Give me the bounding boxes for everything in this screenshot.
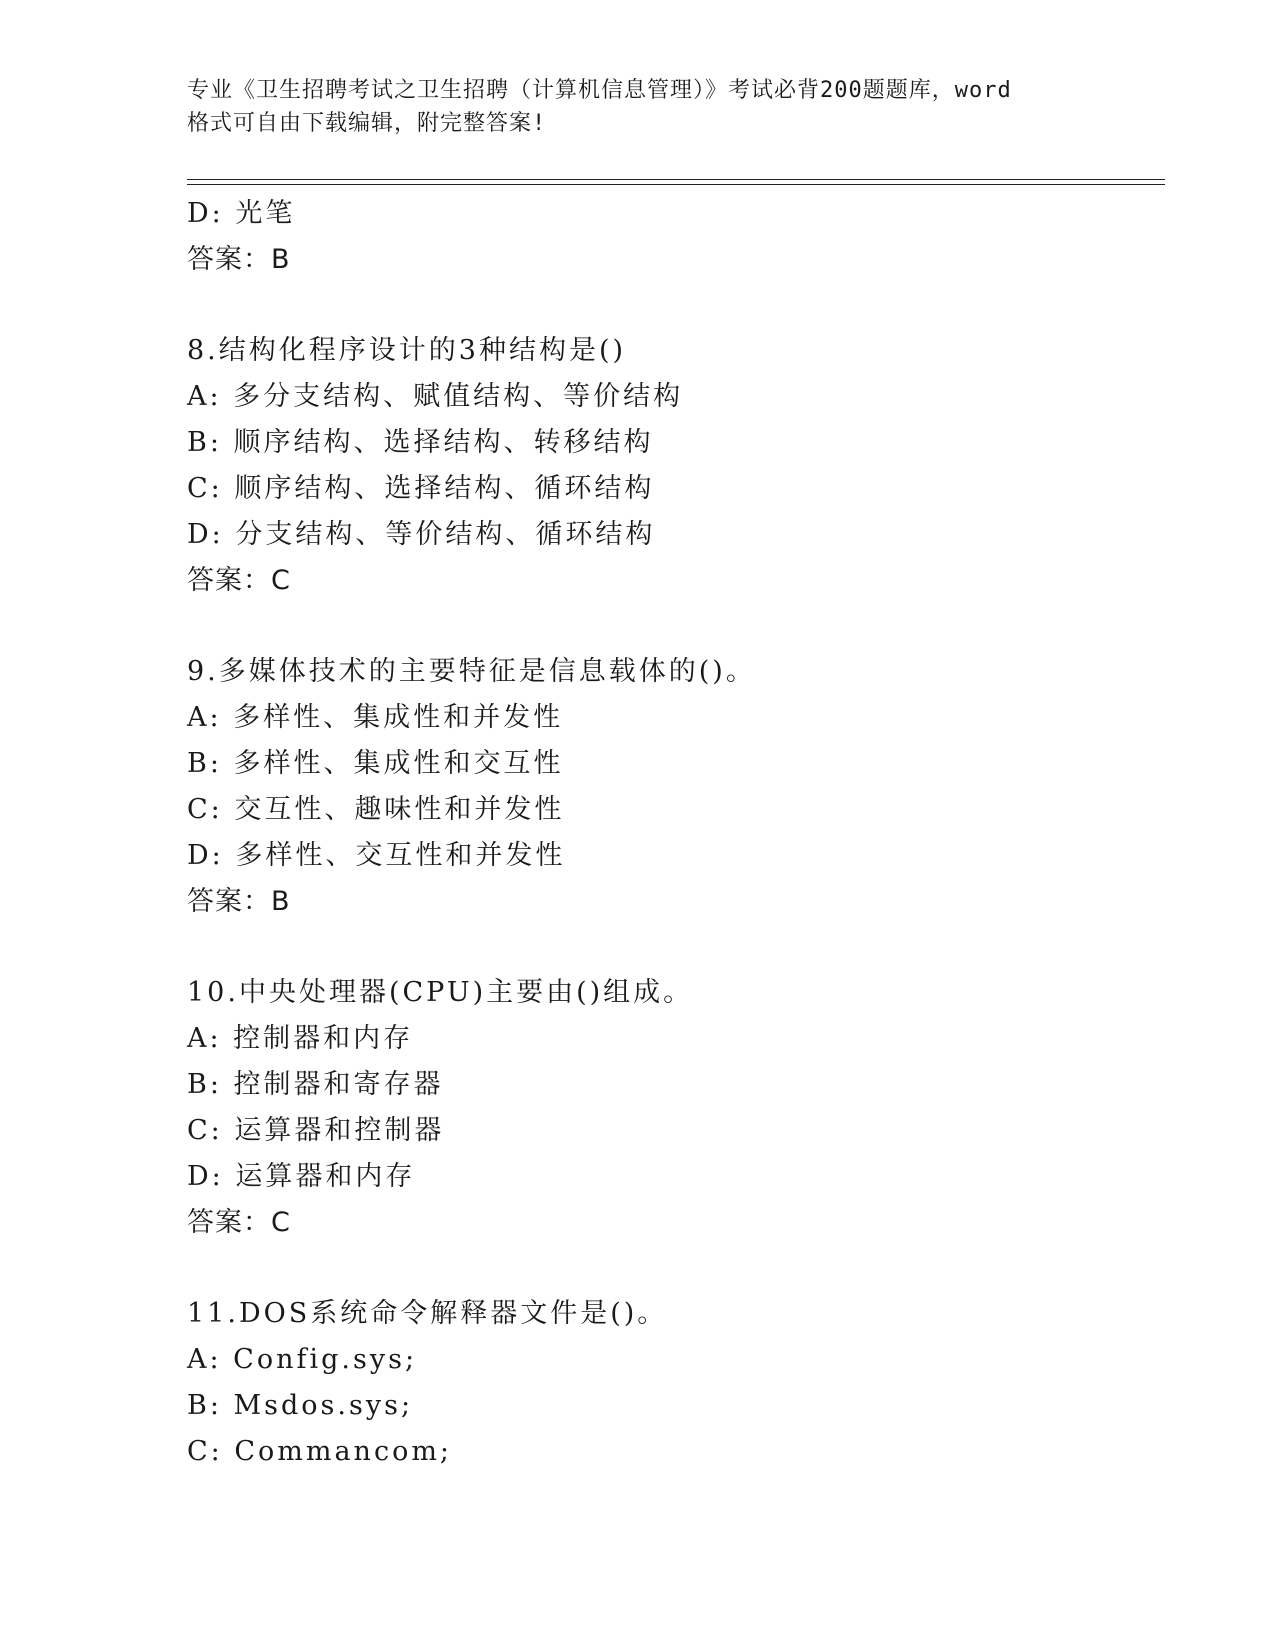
spacer bbox=[187, 283, 1167, 328]
option-d: D: 分支结构、等价结构、循环结构 bbox=[187, 519, 656, 550]
question-list bbox=[187, 191, 1167, 1475]
option-b: B: 控制器和寄存器 bbox=[187, 1069, 444, 1100]
option-c: C: Commancom; bbox=[187, 1436, 453, 1467]
option-d: D: 光笔 bbox=[187, 198, 296, 229]
question-stem: 9.多媒体技术的主要特征是信息载体的()。 bbox=[187, 656, 756, 687]
option-d: D: 多样性、交互性和并发性 bbox=[187, 840, 566, 871]
document-header bbox=[187, 74, 1097, 140]
question-stem: 10.中央处理器(CPU)主要由()组成。 bbox=[187, 977, 694, 1008]
option-a: A: 多分支结构、赋值结构、等价结构 bbox=[187, 381, 684, 412]
header-line-2: 格式可自由下载编辑，附完整答案! bbox=[187, 111, 547, 136]
answer-line: 答案：C bbox=[187, 565, 291, 596]
answer-line: 答案：C bbox=[187, 1207, 291, 1238]
header-divider-bottom bbox=[187, 184, 1165, 185]
option-a: A: 控制器和内存 bbox=[187, 1023, 414, 1054]
option-a: A: Config.sys; bbox=[187, 1344, 418, 1375]
spacer bbox=[187, 1246, 1167, 1291]
option-b: B: Msdos.sys; bbox=[187, 1390, 414, 1421]
question-stem: 11.DOS系统命令解释器文件是()。 bbox=[187, 1298, 668, 1329]
option-a: A: 多样性、集成性和并发性 bbox=[187, 702, 564, 733]
header-divider-top bbox=[187, 179, 1165, 180]
option-c: C: 运算器和控制器 bbox=[187, 1115, 445, 1146]
spacer bbox=[187, 604, 1167, 649]
spacer bbox=[187, 925, 1167, 970]
option-c: C: 顺序结构、选择结构、循环结构 bbox=[187, 473, 655, 504]
header-line-1: 专业《卫生招聘考试之卫生招聘（计算机信息管理）》考试必背200题题库，word bbox=[187, 78, 1012, 103]
question-stem: 8.结构化程序设计的3种结构是() bbox=[187, 335, 627, 366]
option-c: C: 交互性、趣味性和并发性 bbox=[187, 794, 565, 825]
option-b: B: 多样性、集成性和交互性 bbox=[187, 748, 564, 779]
option-d: D: 运算器和内存 bbox=[187, 1161, 416, 1192]
option-b: B: 顺序结构、选择结构、转移结构 bbox=[187, 427, 654, 458]
answer-line: 答案：B bbox=[187, 886, 291, 917]
answer-line: 答案：B bbox=[187, 244, 291, 275]
